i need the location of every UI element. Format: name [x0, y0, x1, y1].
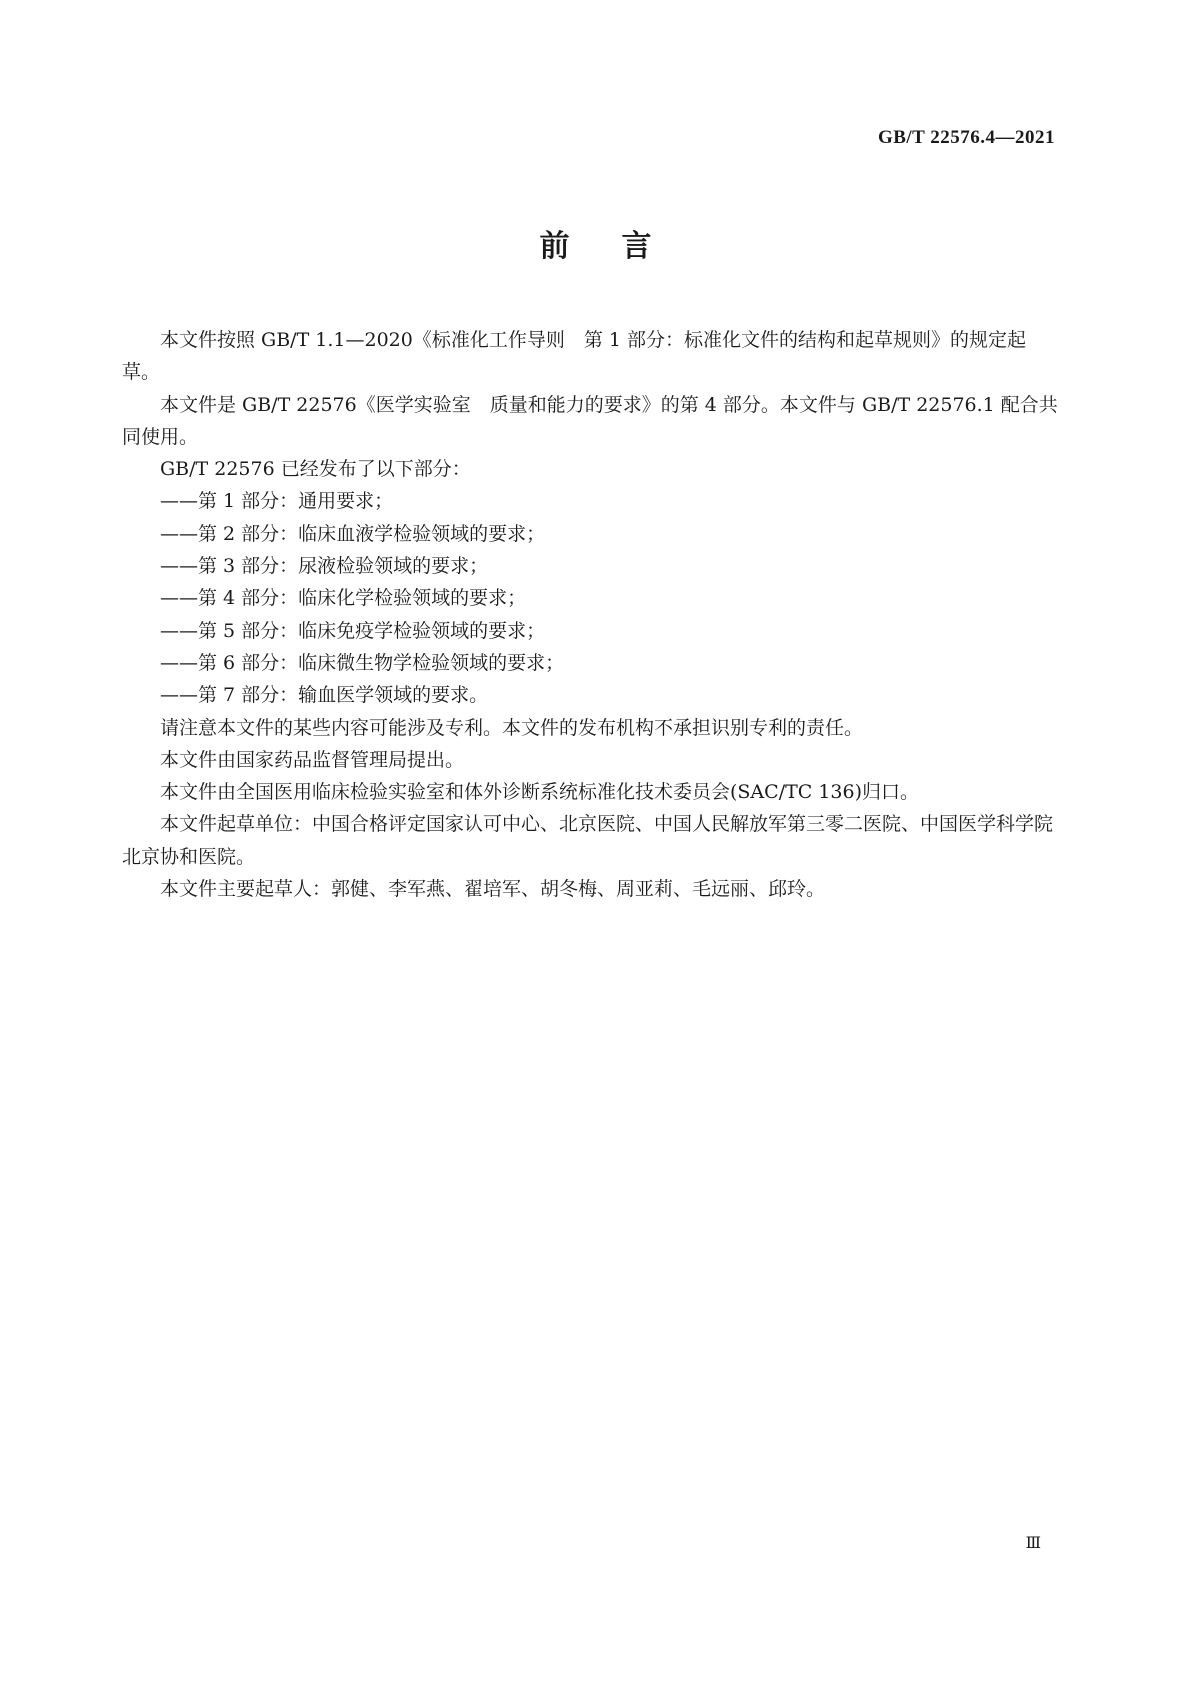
foreword-body	[122, 324, 1062, 905]
paragraph-published-parts: GB/T 22576 已经发布了以下部分：	[160, 458, 471, 481]
paragraph-patent-notice: 请注意本文件的某些内容可能涉及专利。本文件的发布机构不承担识别专利的责任。	[160, 716, 864, 739]
list-item: ——第 5 部分：临床免疫学检验领域的要求；	[160, 619, 546, 642]
paragraph-committee: 本文件由全国医用临床检验实验室和体外诊断系统标准化技术委员会(SAC/TC 136)归口。	[160, 781, 920, 804]
list-item: ——第 3 部分：尿液检验领域的要求；	[160, 555, 489, 578]
standard-number: GB/T 22576.4—2021	[877, 127, 1055, 148]
paragraph-drafters: 本文件主要起草人：郭健、李军燕、翟培军、胡冬梅、周亚莉、毛远丽、邱玲。	[160, 878, 826, 901]
paragraph-drafting-units: 本文件起草单位：中国合格评定国家认可中心、北京医院、中国人民解放军第三零二医院、中国医学科学院北京协和医院。	[122, 813, 1054, 868]
list-item: ——第 6 部分：临床微生物学检验领域的要求；	[160, 651, 565, 674]
list-item: ——第 7 部分：输血医学领域的要求。	[160, 684, 489, 707]
paragraph-proposer: 本文件由国家药品监督管理局提出。	[160, 748, 465, 771]
page-title: 前言	[539, 229, 704, 264]
list-item: ——第 1 部分：通用要求；	[160, 490, 394, 513]
list-item: ——第 4 部分：临床化学检验领域的要求；	[160, 587, 527, 610]
paragraph-drafting-rules: 本文件按照 GB/T 1.1—2020《标准化工作导则 第 1 部分：标准化文件的结构和起草规则》的规定起草。	[122, 329, 1027, 384]
paragraph-document-part: 本文件是 GB/T 22576《医学实验室 质量和能力的要求》的第 4 部分。本文件与 GB/T 22576.1 配合共同使用。	[122, 393, 1058, 448]
page-number: Ⅲ	[1025, 1535, 1041, 1552]
list-item: ——第 2 部分：临床血液学检验领域的要求；	[160, 522, 546, 545]
